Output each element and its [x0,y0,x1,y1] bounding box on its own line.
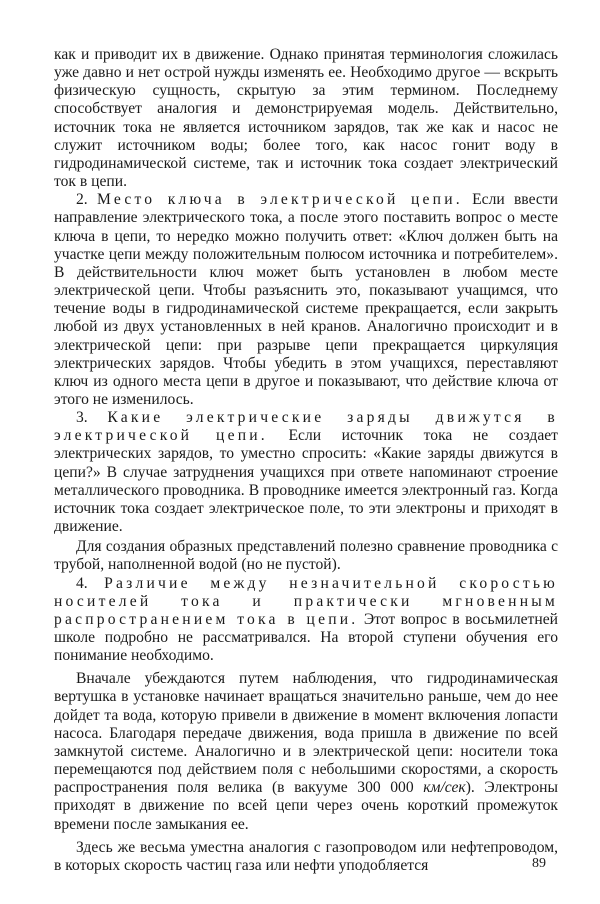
observation-text-a: Вначале убеждаются путем наблюдения, что гидродинамическая вертушка в установке начинает вращаться значительно раньше, чем до нее дойдет та вода, которую привели в движение в момент включения лопасти насоса. Благодаря передаче движения, вода пришла в движение по всей замкнутой системе. Аналогично и в электрической цепи: носители тока перемещаются под действием поля с небольшими скоростями, а скорость распространения поля велика (в вакууме 300 000 [54,670,558,797]
paragraph-tube-analogy: Для создания образных представлений полезно сравнение проводника с трубой, наполненной водой (но не пустой). [54,538,558,574]
section-2-heading: Место ключа в электрической цепи. [96,191,463,209]
page-number: 89 [532,856,546,871]
section-3-number: 3. [76,409,88,427]
section-2-paragraph [54,191,558,409]
paragraph-observation [54,670,558,833]
section-3-paragraph [54,409,558,536]
section-4-number: 4. [76,574,88,592]
section-2-text: Если ввести направление электрического тока, а после этого поставить вопрос о месте ключа в цепи, то нередко можно получить ответ: «Ключ должен быть на участке цепи между положительным полюсом источника и потребителем». В действительности ключ может быть установлен в любом месте электрической цепи. Чтобы разъяснить это, показывают учащимся, что течение воды в гидродинамической системе прекращается, если закрыть любой из двух установленных в ней кранов. Аналогично происходит и в электрической цепи: при разрыве цепи прекращается циркуляция электрических зарядов. Чтобы убедить в этом учащихся, переставляют ключ из одного места цепи в другое и показывают, что действие ключа от этого не изменилось. [54,191,558,408]
section-3-heading: Какие электрические заряды движутся в электрической цепи. [54,409,558,445]
paragraph-pipeline-analogy: Здесь же весьма уместна аналогия с газопроводом или нефтепроводом, в которых скорость частиц газа или нефти уподобляется [54,838,558,874]
section-4-paragraph [54,575,558,666]
speed-unit: км/сек [423,779,466,797]
page-body [54,46,558,875]
section-3-text: Если источник тока не создает электрических зарядов, то уместно спросить: «Какие заряды движутся в цепи?» В случае затруднения учащихся при ответе напоминают строение металлического проводника. В проводнике имеется электронный газ. Когда источник тока создает электрическое поле, то эти электроны и приходят в движение. [54,427,558,536]
section-4-text: Этот вопрос в восьмилетней школе подробно не рассматривался. На второй ступени обучения его понимание необходимо. [54,610,558,665]
section-2-number: 2. [76,191,88,209]
paragraph-intro: как и приводит их в движение. Однако принятая терминология сложилась уже давно и нет острой нужды изменять ее. Необходимо другое — вскрыть физическую сущность, скрытую за этим термином. Последнему способствует аналогия и демонстрируемая модель. Действительно, источник тока не является источником зарядов, так же как и насос не служит источником воды; более того, как насос гонит воду в гидродинамической системе, так и источник тока создает электрический ток в цепи. [54,46,558,191]
observation-text-b: ). Электроны приходят в движение по всей цепи через очень короткий промежуток времени после замыкания ее. [54,779,558,833]
section-4-heading: Различие между незначительной скоростью носителей тока и практически мгновенным распространением тока в цепи. [54,574,558,628]
